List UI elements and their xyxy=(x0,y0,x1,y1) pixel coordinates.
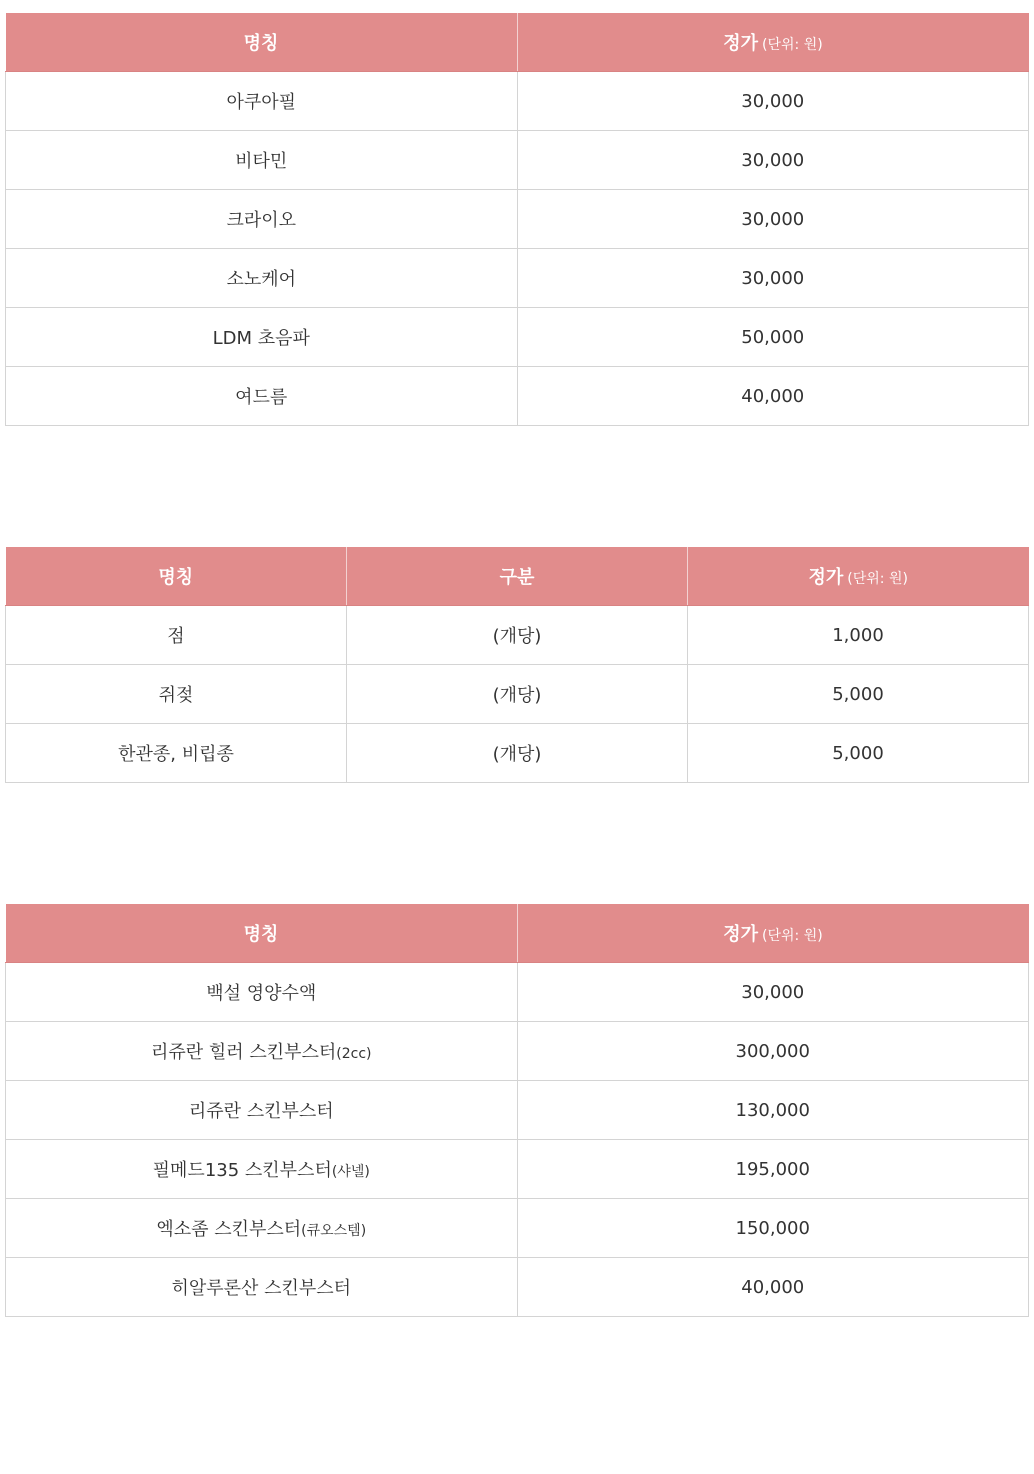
header-price-label: 정가 xyxy=(723,924,759,945)
table-row xyxy=(6,606,1029,665)
header-name-label: 명칭 xyxy=(243,33,279,54)
table-row xyxy=(6,963,1029,1022)
cell-price: 40,000 xyxy=(517,1258,1029,1317)
cell-name xyxy=(6,1199,518,1258)
table-header-row xyxy=(6,13,1029,72)
table-row xyxy=(6,1140,1029,1199)
cell-name-text: 히알루론산 스킨부스터 xyxy=(171,1278,352,1299)
cell-price: 150,000 xyxy=(517,1199,1029,1258)
cell-name-text: 필메드135 스킨부스터 xyxy=(152,1160,332,1181)
table-row xyxy=(6,724,1029,783)
header-price-unit: (단위: 원) xyxy=(762,37,823,53)
cell-category: (개당) xyxy=(347,724,688,783)
cell-name: 여드름 xyxy=(6,367,518,426)
cell-category: (개당) xyxy=(347,665,688,724)
cell-name-suffix: (2cc) xyxy=(336,1046,372,1062)
cell-price: 50,000 xyxy=(517,308,1029,367)
cell-price: 40,000 xyxy=(517,367,1029,426)
cell-name: 한관종, 비립종 xyxy=(6,724,347,783)
cell-price: 30,000 xyxy=(517,72,1029,131)
price-table-removal xyxy=(5,547,1029,783)
cell-name: 소노케어 xyxy=(6,249,518,308)
cell-name xyxy=(6,1081,518,1140)
header-price-label: 정가 xyxy=(723,33,759,54)
cell-price: 30,000 xyxy=(517,963,1029,1022)
header-name-label: 명칭 xyxy=(158,567,194,588)
table-row xyxy=(6,190,1029,249)
cell-name-suffix: (샤넬) xyxy=(331,1164,370,1180)
cell-price: 130,000 xyxy=(517,1081,1029,1140)
price-table-treatments xyxy=(5,13,1029,426)
table-row xyxy=(6,665,1029,724)
cell-price: 30,000 xyxy=(517,249,1029,308)
header-price-unit: (단위: 원) xyxy=(762,928,823,944)
cell-price: 30,000 xyxy=(517,131,1029,190)
cell-price: 30,000 xyxy=(517,190,1029,249)
cell-name: 점 xyxy=(6,606,347,665)
cell-name: 쥐젖 xyxy=(6,665,347,724)
header-price-label: 정가 xyxy=(808,567,844,588)
table-row xyxy=(6,249,1029,308)
cell-name-text: 리쥬란 스킨부스터 xyxy=(188,1101,334,1122)
cell-name: 크라이오 xyxy=(6,190,518,249)
header-name xyxy=(6,13,518,72)
cell-name: LDM 초음파 xyxy=(6,308,518,367)
header-name xyxy=(6,904,518,963)
price-table-skinboosters xyxy=(5,904,1029,1317)
cell-price: 5,000 xyxy=(688,724,1029,783)
cell-category: (개당) xyxy=(347,606,688,665)
table-row xyxy=(6,131,1029,190)
table-row xyxy=(6,1258,1029,1317)
table-row xyxy=(6,1022,1029,1081)
table-row xyxy=(6,1081,1029,1140)
cell-price: 300,000 xyxy=(517,1022,1029,1081)
cell-name xyxy=(6,1258,518,1317)
cell-name: 아쿠아필 xyxy=(6,72,518,131)
header-category-label: 구분 xyxy=(499,567,535,588)
header-name-label: 명칭 xyxy=(243,924,279,945)
table-row xyxy=(6,1199,1029,1258)
header-price xyxy=(688,547,1029,606)
cell-name-text: 리쥬란 힐러 스킨부스터 xyxy=(150,1042,337,1063)
header-category xyxy=(347,547,688,606)
cell-name xyxy=(6,1140,518,1199)
table-header-row xyxy=(6,904,1029,963)
cell-name-suffix: (큐오스템) xyxy=(301,1223,367,1239)
table-header-row xyxy=(6,547,1029,606)
header-name xyxy=(6,547,347,606)
cell-name: 비타민 xyxy=(6,131,518,190)
header-price-unit: (단위: 원) xyxy=(847,571,908,587)
table-row xyxy=(6,72,1029,131)
table-row xyxy=(6,367,1029,426)
table-row xyxy=(6,308,1029,367)
cell-name-text: 백설 영양수액 xyxy=(206,983,317,1004)
cell-name xyxy=(6,1022,518,1081)
header-price xyxy=(517,904,1029,963)
header-price xyxy=(517,13,1029,72)
cell-price: 5,000 xyxy=(688,665,1029,724)
cell-price: 1,000 xyxy=(688,606,1029,665)
cell-price: 195,000 xyxy=(517,1140,1029,1199)
cell-name-text: 엑소좀 스킨부스터 xyxy=(156,1219,302,1240)
cell-name xyxy=(6,963,518,1022)
